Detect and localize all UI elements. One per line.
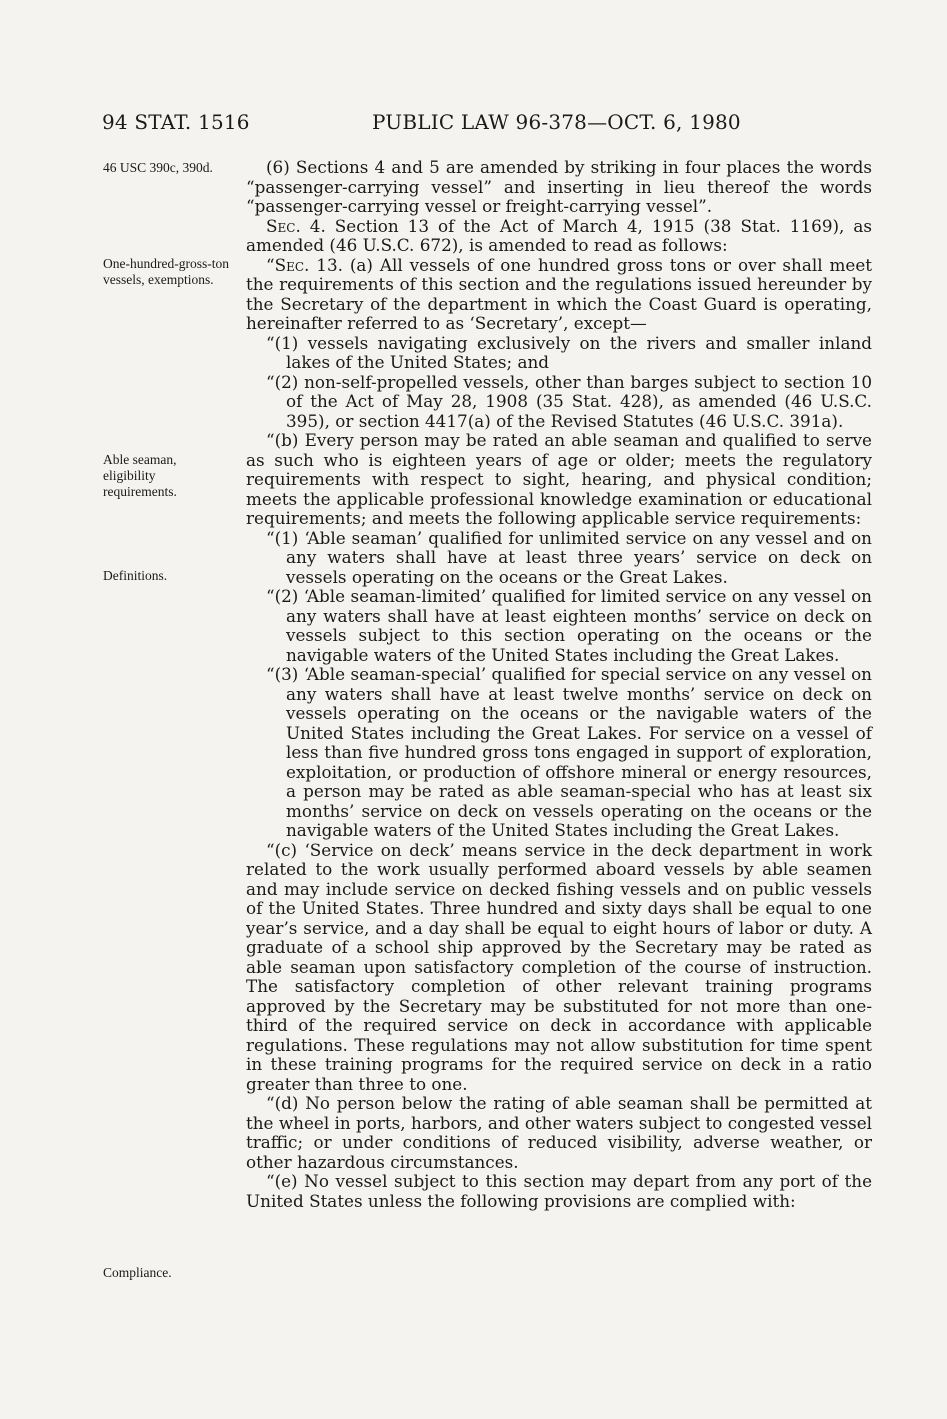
paragraph-section-6: (6) Sections 4 and 5 are amended by striking in four places the words “passenger-carrying vessel” and inserting in lieu thereof the words “passenger-carrying vessel or freight-carrying vessel”. (246, 157, 872, 216)
paragraph-b: “(b) Every person may be rated an able seaman and qualified to serve as such who is eighteen years of age or older; meets the regulatory requirements with respect to sight, hearing, and physical condition; meets the applicable professional knowledge examination or educational requirements; and meets the following applicable service requirements: (246, 430, 872, 528)
paragraph-sec-13-a (246, 256, 872, 334)
paragraph-sec-4 (246, 217, 872, 256)
page-header (0, 110, 947, 140)
margin-note-compliance: Compliance. (103, 1265, 172, 1280)
sec-13-a-text: 13. (a) All vessels of one hundred gross tons or over shall meet the requirements of this section and the regulations issued hereunder by the Secretary of the department in which the Coast Guard is operating, hereinafter referred to as ‘Secretary’, except— (246, 254, 872, 333)
paragraph-b-1: “(1) ‘Able seaman’ qualified for unlimited service on any vessel and on any waters shall have at least three years’ service on deck on vessels operating on the oceans or the Great Lakes. (266, 527, 872, 587)
sec-label: “Sec. (266, 254, 310, 275)
paragraph-a-2: “(2) non-self-propelled vessels, other than barges subject to section 10 of the Act of May 28, 1908 (35 Stat. 428), as amended (46 U.S.C. 395), or section 4417(a) of the Revised Statutes (46 U.S.C. 391a). (266, 371, 872, 431)
paragraph-b-2: “(2) ‘Able seaman-limited’ qualified for limited service on any vessel on any waters shall have at least eighteen months’ service on deck on vessels subject to this section operating on the oceans or the navigable waters of the United States including the Great Lakes. (266, 586, 872, 665)
statute-body (246, 158, 872, 1211)
sec-label: Sec. (266, 215, 301, 236)
sec-4-text: 4. Section 13 of the Act of March 4, 1915 (38 Stat. 1169), as amended (46 U.S.C. 672), is amended to read as follows: (246, 215, 872, 255)
paragraph-c: “(c) ‘Service on deck’ means service in the deck department in work related to the work usually performed aboard vessels by able seamen and may include service on decked fishing vessels and on public vessels of the United States. Three hundred and sixty days shall be equal to one year’s service, and a day shall be equal to eight hours of labor or duty. A graduate of a school ship approved by the Secretary may be rated as able seaman upon satisfactory completion of the course of instruction. The satisfactory completion of other relevant training programs approved by the Secretary may be substituted for not more than one-third of the required service on deck in accordance with applicable regulations. These regulations may not allow substitution for time spent in these training programs for the required service on deck in a ratio greater than three to one. (246, 839, 872, 1094)
margin-note-definitions: Definitions. (103, 568, 168, 583)
margin-note-usc-citation: 46 USC 390c, 390d. (103, 160, 213, 175)
paragraph-e: “(e) No vessel subject to this section may depart from any port of the United States unless the following provisions are complied with: (246, 1171, 872, 1211)
statute-page-number: 94 STAT. 1516 (102, 110, 250, 134)
public-law-title: PUBLIC LAW 96-378—OCT. 6, 1980 (372, 110, 741, 134)
paragraph-b-3: “(3) ‘Able seaman-special’ qualified for special service on any vessel on any waters shall have at least twelve months’ service on deck on vessels operating on the oceans or the navigable waters of the United States including the Great Lakes. For service on a vessel of less than five hundred gross tons engaged in support of exploration, exploitation, or production of offshore mineral or energy resources, a person may be rated as able seaman-special who has at least six months’ service on deck on vessels operating on the oceans or the navigable waters of the United States including the Great Lakes. (266, 664, 872, 840)
margin-note-able-seaman: Able seaman, eligibility requirements. (103, 452, 177, 499)
paragraph-d: “(d) No person below the rating of able seaman shall be permitted at the wheel in ports, harbors, and other waters subject to congested vessel traffic; or under conditions of reduced visibility, adverse weather, or other hazardous circumstances. (246, 1093, 873, 1172)
margin-note-exemptions: One-hundred-gross-ton vessels, exemptions. (103, 256, 229, 287)
paragraph-a-1: “(1) vessels navigating exclusively on the rivers and smaller inland lakes of the United States; and (266, 332, 872, 372)
